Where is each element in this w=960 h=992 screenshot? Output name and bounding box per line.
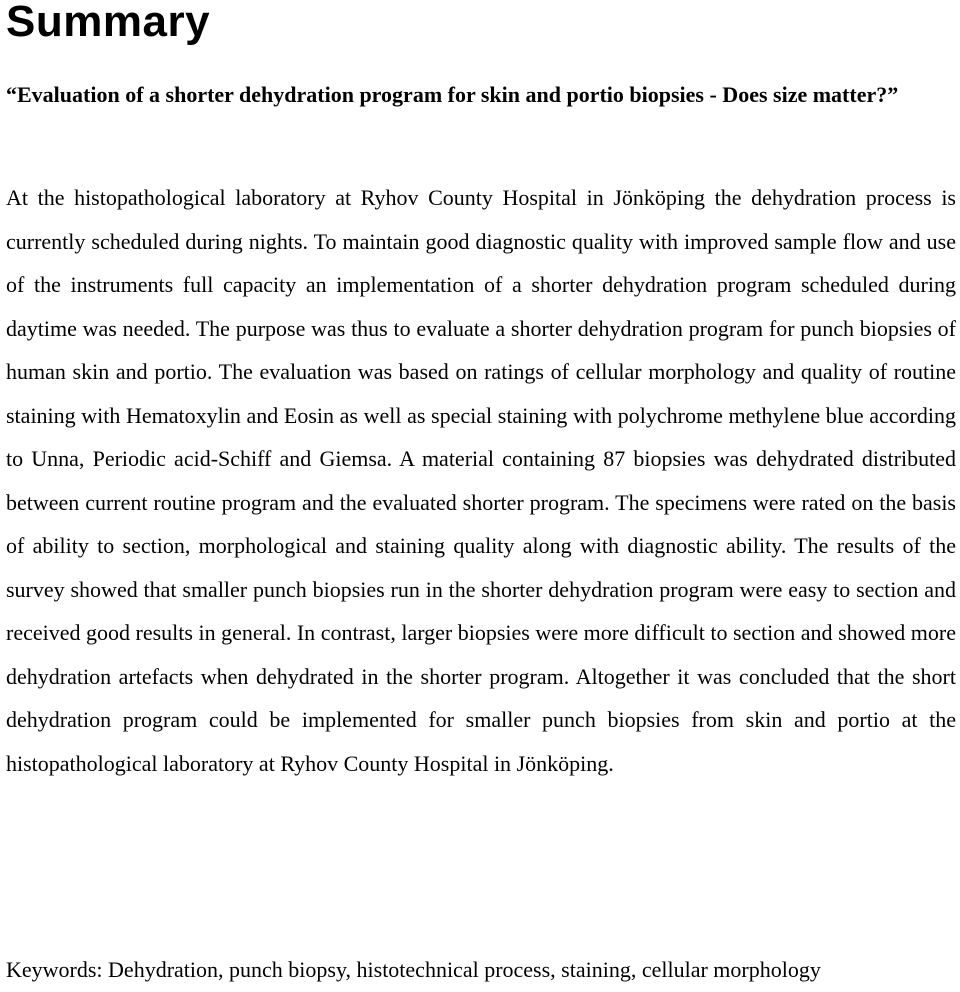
- section-heading: Summary: [6, 0, 211, 46]
- keywords-line: Keywords: Dehydration, punch biopsy, histotechnical process, staining, cellular morphology: [6, 957, 821, 982]
- abstract-paragraph: At the histopathological laboratory at Ryhov County Hospital in Jönköping the dehydration process is currently scheduled during nights. To maintain good diagnostic quality with improved sample flow and use of the instruments full capacity an implementation of a shorter dehydration program scheduled during daytime was needed. The purpose was thus to evaluate a shorter dehydration program for punch biopsies of human skin and portio. The evaluation was based on ratings of cellular morphology and quality of routine staining with Hematoxylin and Eosin as well as special staining with polychrome methylene blue according to Unna, Periodic acid-Schiff and Giemsa. A material containing 87 biopsies was dehydrated distributed between current routine program and the evaluated shorter program. The specimens were rated on the basis of ability to section, morphological and staining quality along with diagnostic ability. The results of the survey showed that smaller punch biopsies run in the shorter dehydration program were easy to section and received good results in general. In contrast, larger biopsies were more difficult to section and showed more dehydration artefacts when dehydrated in the shorter program. Altogether it was concluded that the short dehydration program could be implemented for smaller punch biopsies from skin and portio at the histopathological laboratory at Ryhov County Hospital in Jönköping.: [6, 185, 956, 776]
- thesis-title: “Evaluation of a shorter dehydration program for skin and portio biopsies - Does size matter?”: [6, 82, 899, 107]
